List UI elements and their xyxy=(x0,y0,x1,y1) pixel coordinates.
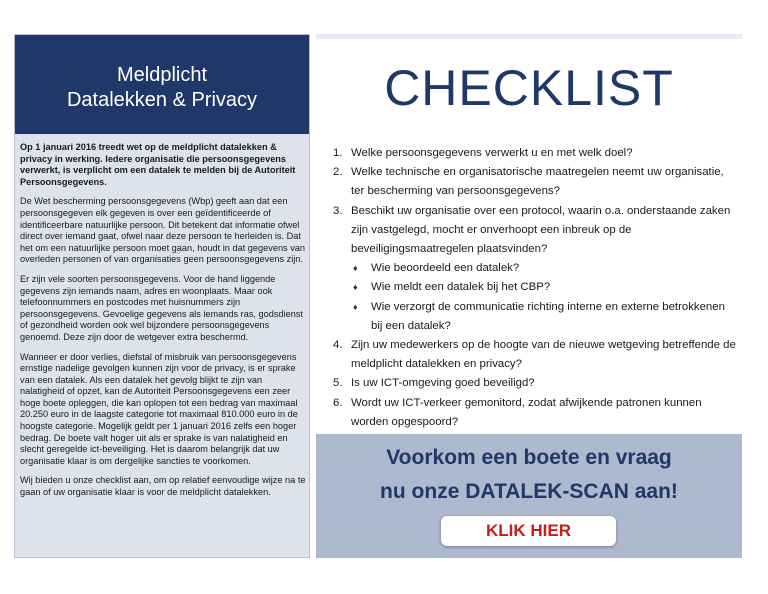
list-item-number: 2. xyxy=(333,166,343,179)
intro-title-line1: Meldplicht xyxy=(116,64,208,86)
intro-paragraph-1: De Wet bescherming persoonsgegevens (Wbp) geeft aan dat een persoonsgegeven elk gegeven is over een geïdentificeerde of identificeerbare natuurlijke persoon. Dit betekent dat informatie ofwel direct over iemand gaat, ofwel naar deze persoon te herleiden is. Dat het om een natuurlijke persoon moet gaan, houdt in dat gegevens van overleden personen of van organisaties geen persoonsgegevens zijn. xyxy=(20,196,306,265)
list-item xyxy=(333,202,737,260)
sub-list-item-text: Wie meldt een datalek bij het CBP? xyxy=(371,281,551,294)
cta-headline-line2: nu onze DATALEK-SCAN aan! xyxy=(380,480,678,503)
list-item-text: Zijn uw medewerkers op de hoogte van de nieuwe wetgeving betreffende de meldplicht datalekken en privacy? xyxy=(351,339,736,371)
intro-lead: Op 1 januari 2016 treedt wet op de meldplicht datalekken & privacy in werking. Iedere organisatie die persoonsgegevens verwerkt, is verplicht om een datalek te melden bij de Autoriteit Persoonsgegevens. xyxy=(20,142,296,187)
cta-headline-line1: Voorkom een boete en vraag xyxy=(386,446,672,469)
list-item-number: 4. xyxy=(333,339,343,352)
list-item-text: Beschikt uw organisatie over een protocol, waarin o.a. onderstaande zaken zijn vastgelegd, mocht er onverhoopt een inbreuk op de beveiligingsmaatregelen plaatsvinden? xyxy=(351,204,731,256)
diamond-bullet-icon: ♦ xyxy=(353,263,358,274)
intro-paragraph-4: Wij bieden u onze checklist aan, om op relatief eenvoudige wijze na te gaan of uw organisatie klaar is voor de meldplicht datalekken. xyxy=(20,475,306,498)
list-item-number: 6. xyxy=(333,396,343,409)
intro-header xyxy=(15,35,309,134)
call-to-action-panel xyxy=(316,434,742,558)
list-item xyxy=(333,374,737,393)
list-item-number: 1. xyxy=(333,147,343,159)
list-item xyxy=(333,394,737,432)
decorative-top-bar xyxy=(316,34,742,39)
list-item-text: Wordt uw ICT-verkeer gemonitord, zodat afwijkende patronen kunnen worden opgespoord? xyxy=(351,396,702,428)
diamond-bullet-icon: ♦ xyxy=(353,282,358,293)
sub-list-item-text: Wie beoordeeld een datalek? xyxy=(371,262,520,275)
list-item-text: Welke persoonsgegevens verwerkt u en met welk doel? xyxy=(351,147,633,159)
sub-list-item-text: Wie verzorgt de communicatie richting interne en externe betrokkenen bij een datalek? xyxy=(371,300,725,332)
intro-paragraph-2: Er zijn vele soorten persoonsgegevens. Voor de hand liggende gegevens zijn iemands naam, adres en woonplaats. Maar ook telefoonnummers en postcodes met huisnummers zijn persoonsgegevens. Gevoelige gegevens als iemands ras, godsdienst of gezondheid worden ook wel bijzondere persoonsgegevens genoemd. Deze zijn door de wetgever extra beschermd. xyxy=(20,273,303,342)
list-item xyxy=(333,336,737,374)
diamond-bullet-icon: ♦ xyxy=(353,301,358,312)
list-item-number: 5. xyxy=(333,377,343,390)
sub-list-item xyxy=(333,298,737,336)
sub-list-item xyxy=(333,278,737,297)
sub-list-item xyxy=(333,259,737,278)
intro-paragraph-3: Wanneer er door verlies, diefstal of misbruik van persoonsgegevens ernstige nadelige gevolgen kunnen zijn voor de privacy, is er sprake van een datalek. Als een datalek het gevolg blijkt te zijn van nalatigheid of opzet, kan de Autoriteit Persoonsgegevens een zeer hoge boete opleggen, die kan oplopen tot een bedrag van maximaal 20.250 euro in de laagste categorie tot maximaal 810.000 euro in de hoogste categorie. Mogelijk geldt per 1 januari 2016 zelfs een hoger bedrag. De boete valt hoger uit als er sprake is van nalatigheid en slecht geregelde ict-beveiliging. Het is daarom belangrijk dat uw organisatie klaar is om dergelijke sancties te voorkomen. xyxy=(20,351,298,466)
intro-title-line2: Datalekken & Privacy xyxy=(66,89,258,111)
list-item xyxy=(333,144,737,163)
list-item-text: Is uw ICT-omgeving goed beveiligd? xyxy=(351,377,535,390)
checklist xyxy=(333,144,737,432)
intro-body xyxy=(20,142,306,507)
list-item-number: 3. xyxy=(333,204,343,217)
list-item-text: Welke technische en organisatorische maatregelen neemt uw organisatie, ter bescherming van persoonsgegevens? xyxy=(351,166,724,198)
list-item xyxy=(333,163,737,201)
klik-hier-button[interactable]: KLIK HIER xyxy=(441,516,616,546)
checklist-title: CHECKLIST xyxy=(384,60,674,116)
intro-panel xyxy=(14,34,310,558)
